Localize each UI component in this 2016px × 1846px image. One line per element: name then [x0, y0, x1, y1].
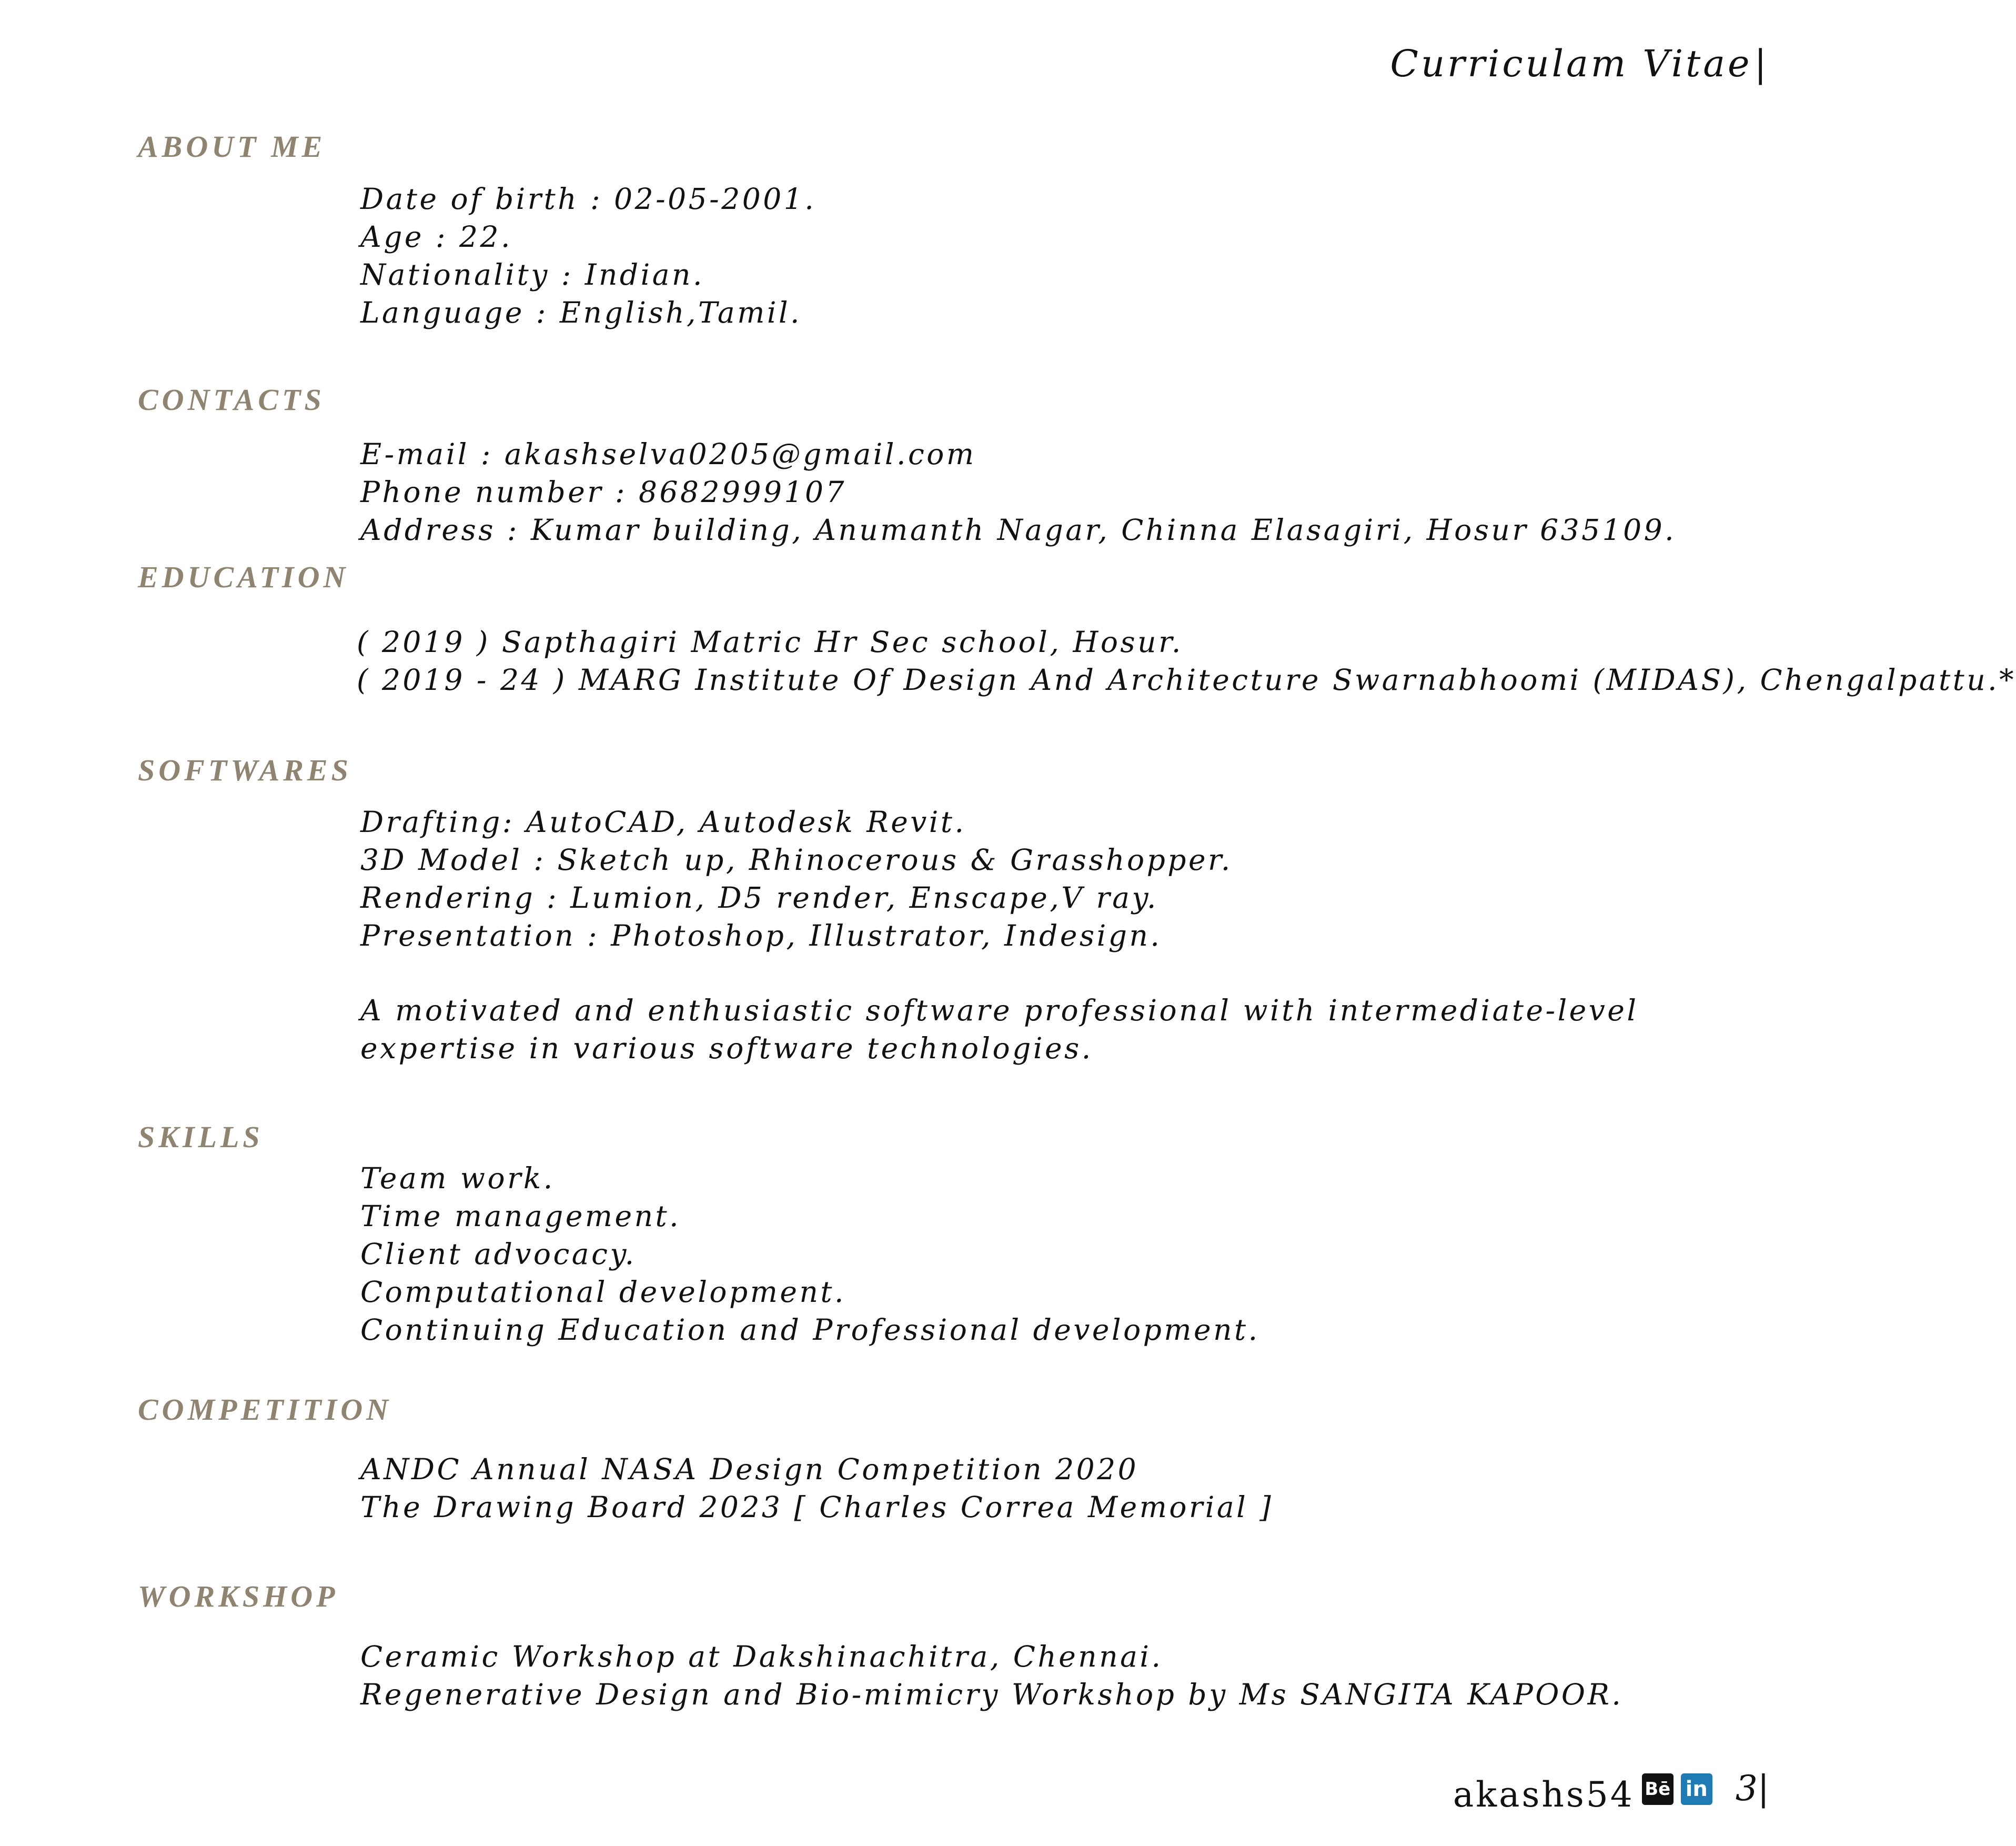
softwares-details — [360, 803, 1233, 955]
linkedin-icon[interactable]: in — [1681, 1773, 1712, 1805]
title-separator: | — [1754, 42, 1769, 85]
contacts-details — [360, 435, 1676, 549]
page-number — [1736, 1768, 1769, 1809]
social-handle: akashs54 — [1453, 1774, 1635, 1815]
contact-phone: Phone number : 8682999107 — [360, 475, 846, 509]
about-language: Language : English,Tamil. — [360, 296, 802, 329]
section-heading-contacts: CONTACTS — [138, 383, 325, 417]
behance-icon[interactable]: Bē — [1642, 1773, 1674, 1805]
education-college: ( 2019 - 24 ) MARG Institute Of Design And Architecture Swarnabhoomi (MIDAS), Chengalpattu.* — [357, 663, 2016, 697]
skills-list — [360, 1159, 1260, 1349]
footer — [1453, 1768, 1769, 1846]
competition-item: The Drawing Board 2023 [ Charles Correa Memorial ] — [360, 1490, 1274, 1524]
section-heading-competition: COMPETITION — [138, 1392, 392, 1427]
page-title-text: Curriculam Vitae — [1390, 42, 1752, 85]
section-heading-softwares: SOFTWARES — [138, 753, 352, 787]
about-details — [360, 180, 816, 332]
section-heading-education: EDUCATION — [138, 560, 349, 594]
skill-item: Continuing Education and Professional development. — [360, 1313, 1260, 1347]
skill-item: Team work. — [360, 1161, 555, 1195]
software-drafting: Drafting: AutoCAD, Autodesk Revit. — [360, 805, 966, 839]
education-school: ( 2019 ) Sapthagiri Matric Hr Sec school, Hosur. — [357, 625, 1183, 659]
skill-item: Client advocacy. — [360, 1237, 637, 1271]
workshop-item: Regenerative Design and Bio-mimicry Workshop by Ms SANGITA KAPOOR. — [360, 1678, 1624, 1711]
competition-item: ANDC Annual NASA Design Competition 2020 — [360, 1452, 1139, 1486]
competition-list — [360, 1450, 1273, 1526]
softwares-summary: A motivated and enthusiastic software professional with intermediate-level expertise in various software technologies. — [360, 994, 1639, 1065]
contact-address: Address : Kumar building, Anumanth Nagar, Chinna Elasagiri, Hosur 635109. — [360, 513, 1677, 547]
page-number-separator: | — [1757, 1768, 1769, 1809]
page-number-value: 3 — [1735, 1768, 1758, 1809]
section-heading-skills: SKILLS — [138, 1120, 264, 1154]
software-presentation: Presentation : Photoshop, Illustrator, Indesign. — [360, 919, 1162, 952]
section-heading-workshop: WORKSHOP — [138, 1579, 339, 1613]
about-age: Age : 22. — [360, 220, 512, 254]
workshop-item: Ceramic Workshop at Dakshinachitra, Chennai. — [360, 1640, 1163, 1673]
skill-item: Computational development. — [360, 1275, 846, 1309]
contact-email: E-mail : akashselva0205@gmail.com — [360, 437, 976, 471]
skill-item: Time management. — [360, 1199, 681, 1233]
page-title — [1390, 42, 1769, 85]
software-3d-model: 3D Model : Sketch up, Rhinocerous & Grasshopper. — [360, 843, 1233, 877]
software-rendering: Rendering : Lumion, D5 render, Enscape,V ray. — [360, 881, 1158, 915]
about-nationality: Nationality : Indian. — [360, 258, 704, 292]
education-details — [357, 623, 2016, 699]
workshop-list — [360, 1638, 1623, 1713]
section-heading-about: ABOUT ME — [138, 129, 326, 164]
about-dob: Date of birth : 02-05-2001. — [360, 182, 817, 216]
